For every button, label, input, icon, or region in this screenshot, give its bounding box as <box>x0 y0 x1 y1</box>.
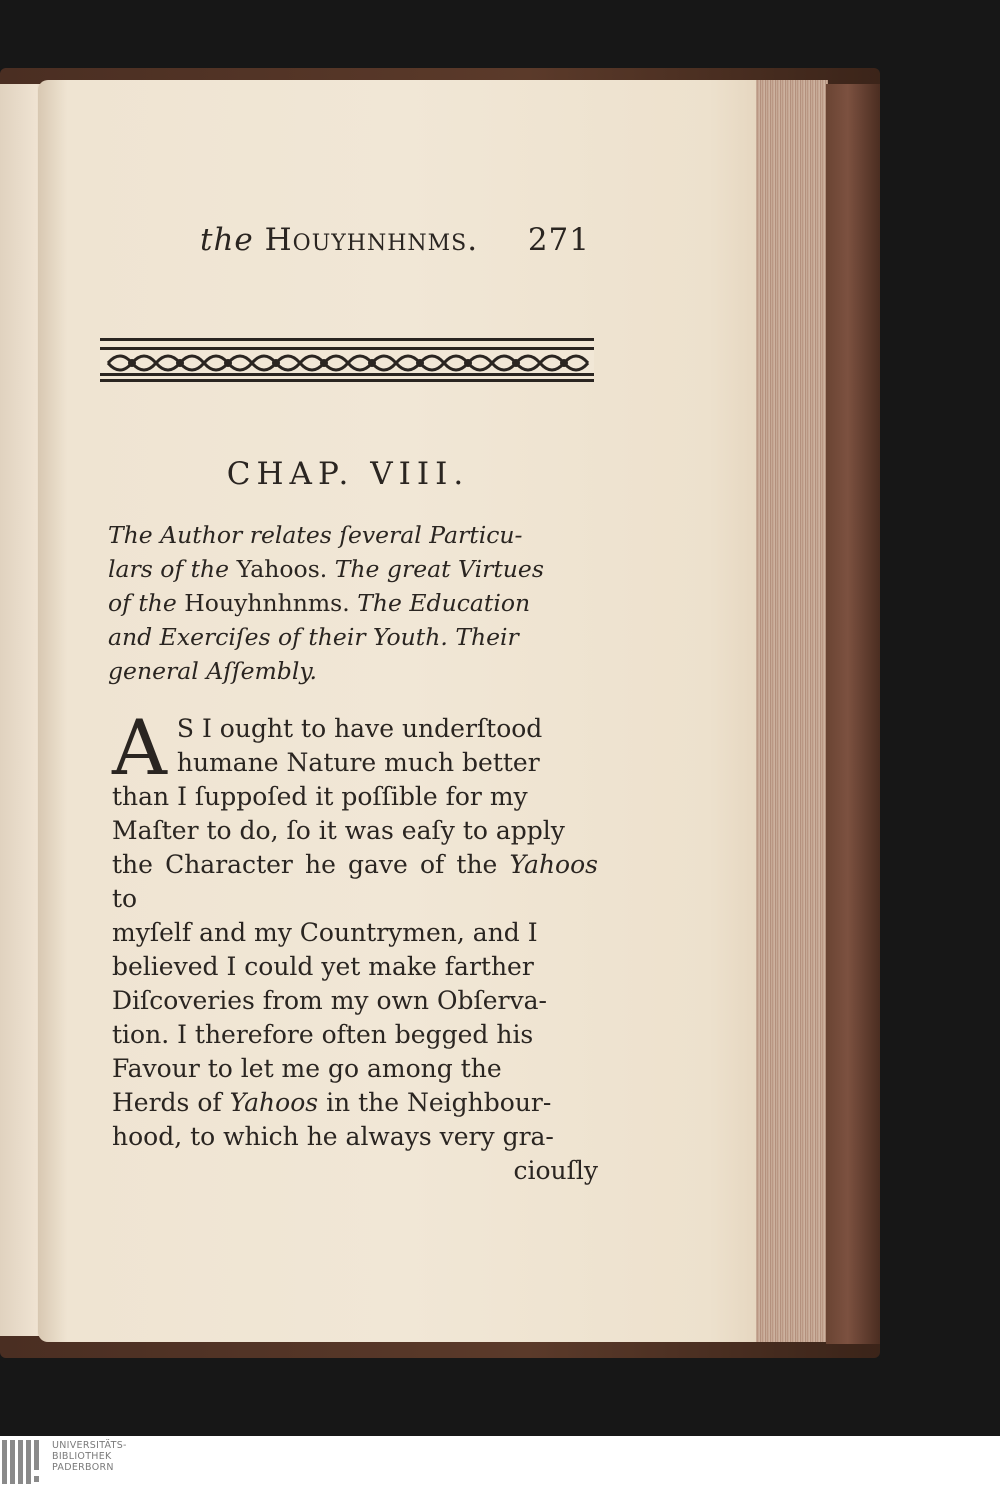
summary-fragment: Houyhnhnms. <box>184 589 350 617</box>
page-number: 271 <box>527 222 590 258</box>
running-title-text: Houyhnhnms. <box>264 222 479 258</box>
library-name-line: PADERBORN <box>52 1462 114 1473</box>
body-fragment: Yahoos <box>229 1088 319 1117</box>
body-line: than I ſuppoſed it poſſible for my <box>112 782 528 811</box>
summary-line: The Author relates ſeveral Particu- <box>108 521 523 549</box>
body-line: myſelf and my Countrymen, and I <box>112 918 538 947</box>
running-title <box>200 222 478 258</box>
catchword: ciouſly <box>513 1156 598 1185</box>
running-header <box>200 222 596 272</box>
body-fragment: in the Neighbour- <box>326 1088 552 1117</box>
summary-line <box>108 586 596 620</box>
body-line: Maſter to do, ſo it was eaſy to apply <box>112 816 565 845</box>
ornament-pattern-icon <box>100 341 594 385</box>
body-fragment: the Character he gave of the <box>112 850 498 879</box>
chapter-summary <box>108 518 596 688</box>
summary-fragment: lars of the <box>108 555 230 583</box>
library-name-line: BIBLIOTHEK <box>52 1451 112 1462</box>
body-line: S I ought to have underſtood <box>176 714 543 743</box>
book-spine <box>826 84 880 1344</box>
summary-line <box>108 552 596 586</box>
page-edges <box>756 80 828 1342</box>
body-line: humane Nature much better <box>176 748 540 777</box>
library-name <box>52 1440 172 1484</box>
body-line: tion. I therefore often begged his <box>112 1020 534 1049</box>
body-fragment: to <box>112 884 138 913</box>
summary-line: general Aſſembly. <box>108 657 317 685</box>
ornamental-headpiece <box>100 338 594 382</box>
summary-fragment: The Education <box>357 589 531 617</box>
body-line: hood, to which he always very gra- <box>112 1122 554 1151</box>
body-fragment: Herds of <box>112 1088 222 1117</box>
summary-fragment: of the <box>108 589 177 617</box>
body-paragraph <box>112 703 598 1185</box>
summary-line: and Exerciſes of their Youth. Their <box>108 623 519 651</box>
summary-fragment: The great Virtues <box>334 555 544 583</box>
chapter-heading: CHAP. VIII. <box>226 456 470 492</box>
body-fragment: Yahoos <box>509 850 598 879</box>
body-line: Diſcoveries from my own Obſerva- <box>112 986 547 1015</box>
body-line: Favour to let me go among the <box>112 1054 502 1083</box>
body-line <box>112 1086 598 1120</box>
library-logo-icon <box>0 1440 48 1484</box>
drop-capital: A <box>112 703 167 792</box>
body-line: believed I could yet make farther <box>112 952 534 981</box>
running-title-italic: the <box>200 222 254 258</box>
summary-fragment: Yahoos. <box>236 555 328 583</box>
library-name-line: UNIVERSITÄTS- <box>52 1440 127 1451</box>
body-line <box>112 848 598 916</box>
